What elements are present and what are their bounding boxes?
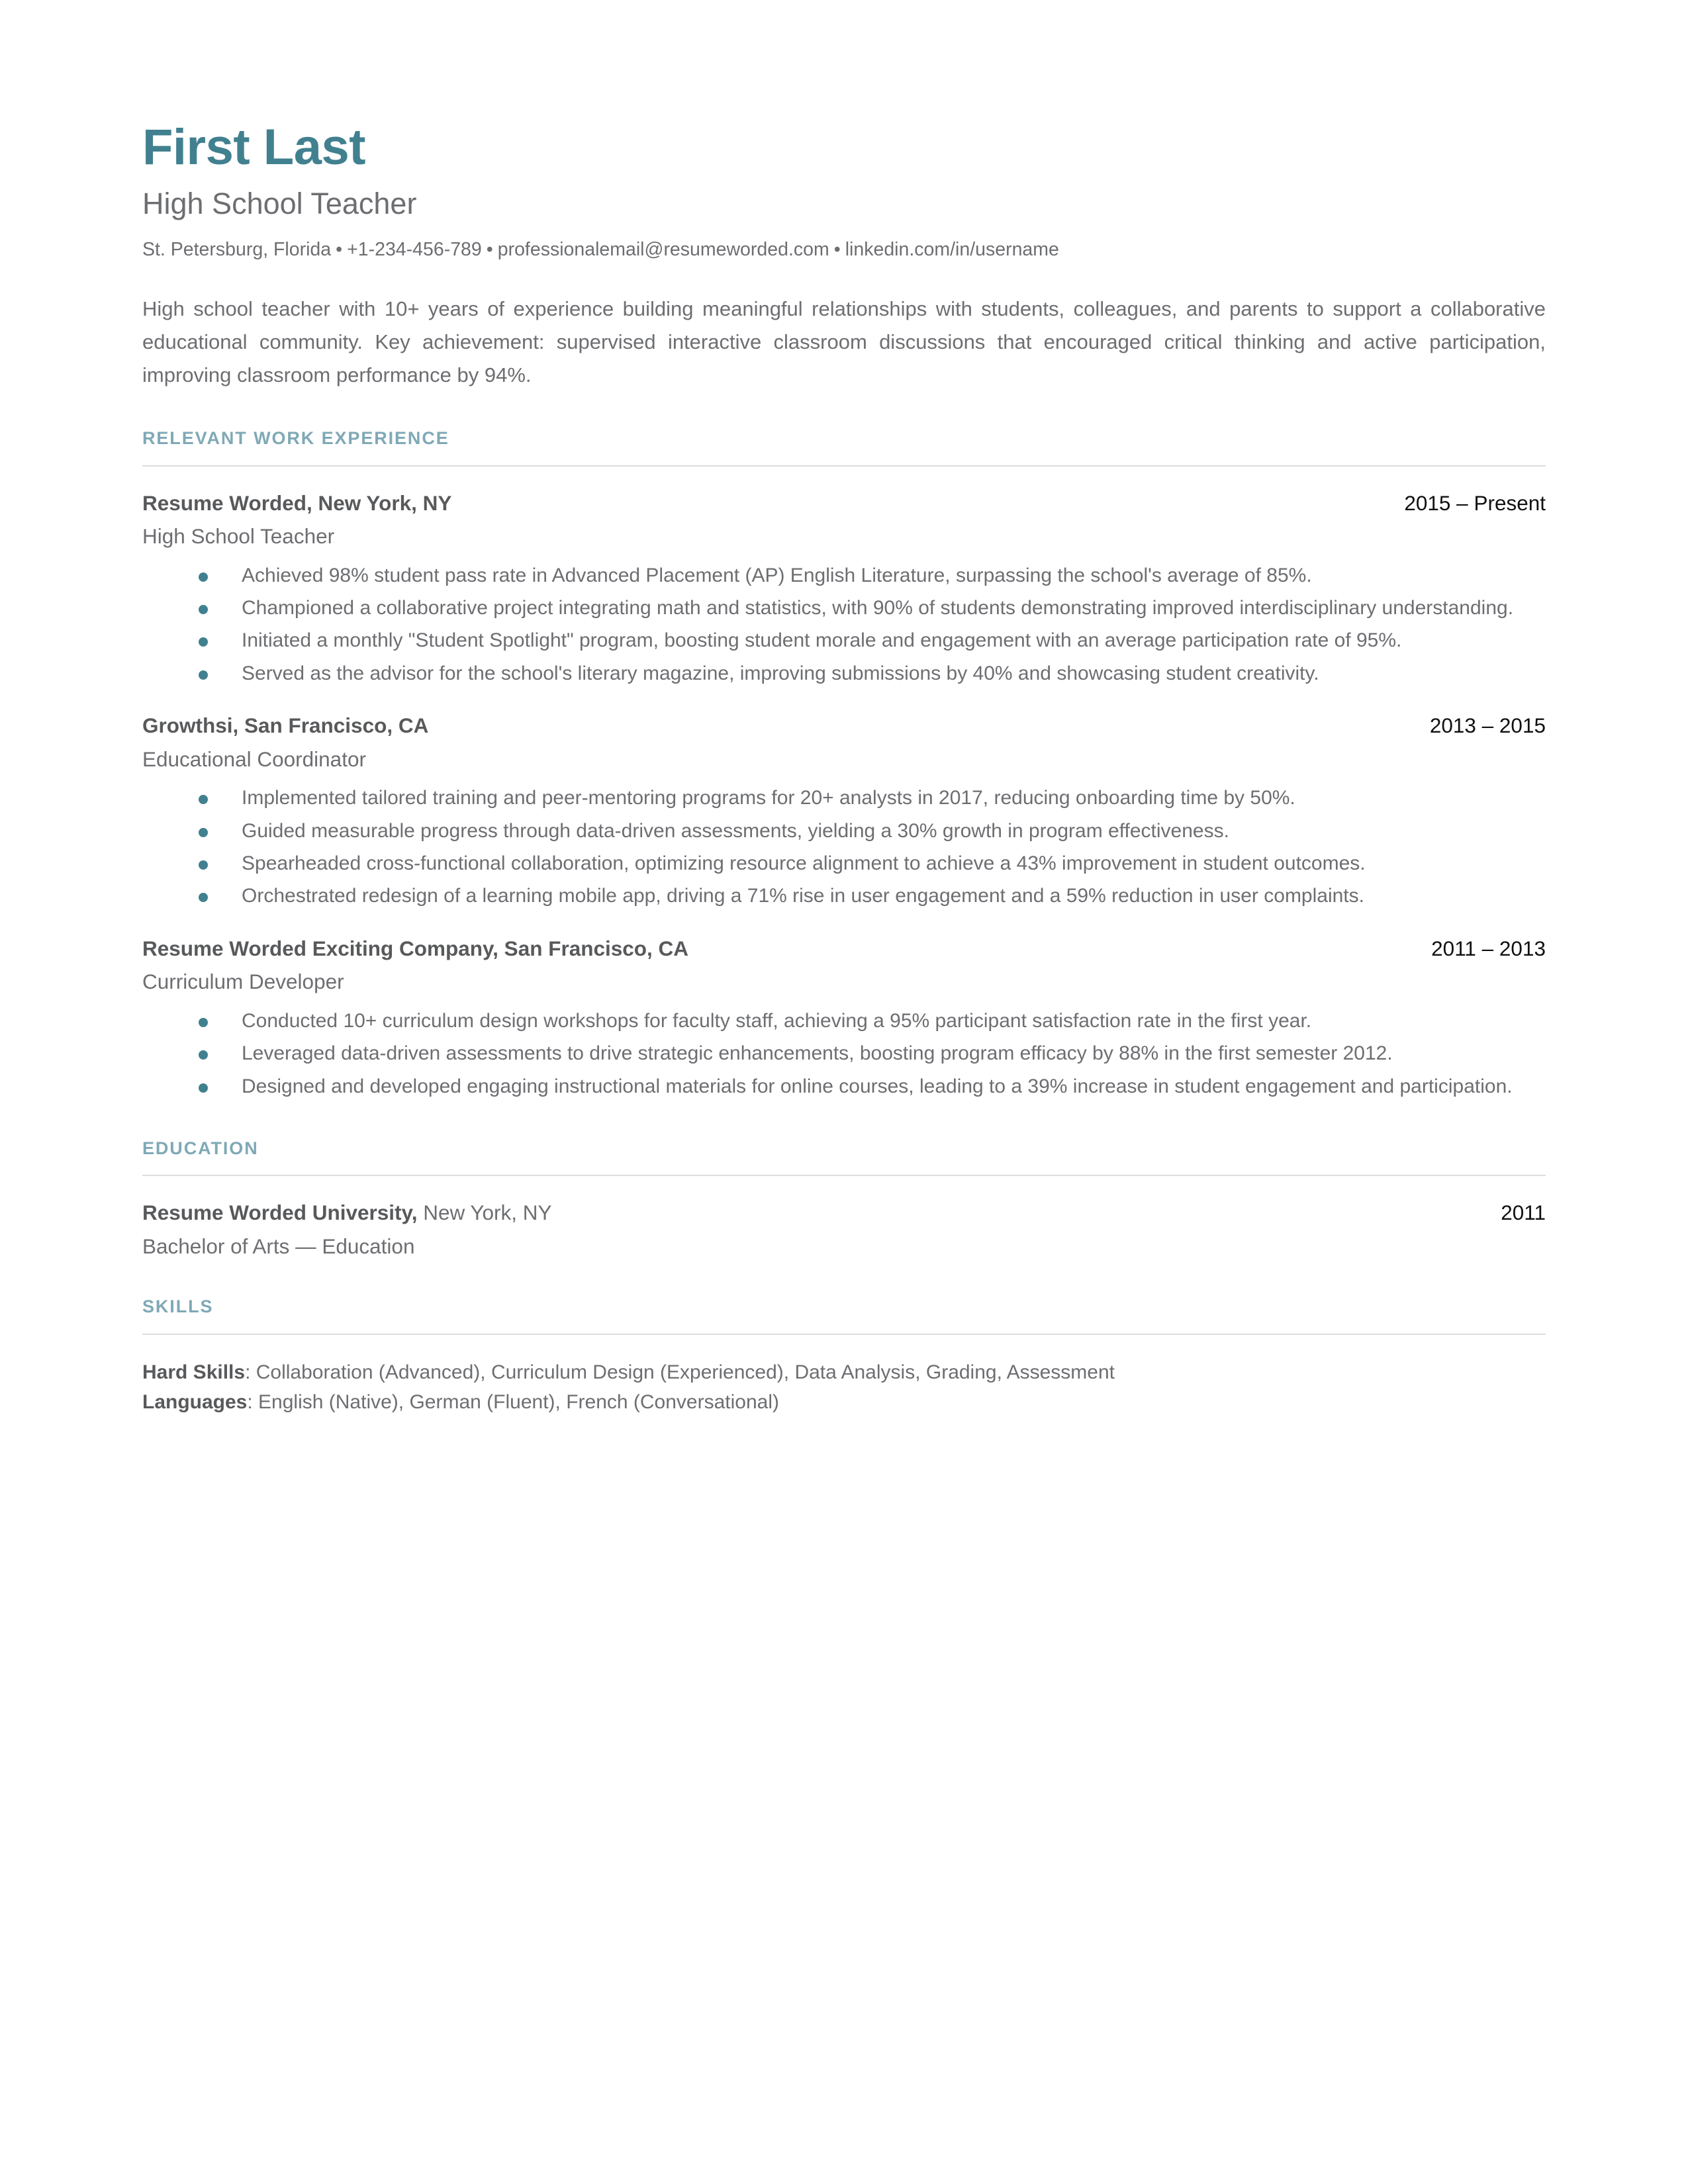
skills-value: : English (Native), German (Fluent), French (Conversational)	[247, 1391, 779, 1414]
contact-separator-1: •	[336, 238, 343, 260]
education-degree: Bachelor of Arts — Education	[142, 1234, 415, 1258]
skills-label: Languages	[142, 1391, 248, 1414]
list-item: Conducted 10+ curriculum design workshops for faculty staff, achieving a 95% participant satisfaction rate in the first year.	[142, 1005, 1546, 1036]
section-education	[142, 1138, 1546, 1260]
skills-value: : Collaboration (Advanced), Curriculum Design (Experienced), Data Analysis, Grading, Assessment	[245, 1361, 1115, 1383]
experience-organization: Resume Worded, New York, NY	[142, 490, 452, 515]
education-entry	[142, 1199, 1546, 1260]
contact-separator-2: •	[486, 238, 493, 260]
list-item: Implemented tailored training and peer-mentoring programs for 20+ analysts in 2017, reducing onboarding time by 50%.	[142, 782, 1546, 813]
section-divider	[142, 1334, 1546, 1335]
education-school	[142, 1199, 552, 1227]
skills-line-languages	[142, 1387, 1546, 1418]
resume-header	[142, 0, 1546, 262]
experience-entry-header	[142, 489, 1546, 518]
education-school-location: New York, NY	[417, 1201, 552, 1225]
list-item: Orchestrated redesign of a learning mobile app, driving a 71% rise in user engagement and a 59% reduction in user complaints.	[142, 880, 1546, 911]
experience-entry	[142, 489, 1546, 690]
experience-bullet-list	[142, 782, 1546, 912]
contact-linkedin[interactable]: linkedin.com/in/username	[845, 238, 1059, 260]
experience-organization: Resume Worded Exciting Company, San Francisco, CA	[142, 936, 689, 960]
section-experience	[142, 428, 1546, 1102]
section-title-experience: RELEVANT WORK EXPERIENCE	[142, 428, 449, 449]
experience-entry	[142, 934, 1546, 1102]
skills-body	[142, 1357, 1546, 1418]
skills-line-hard-skills	[142, 1357, 1546, 1388]
contact-line	[142, 238, 1546, 262]
contact-phone[interactable]: +1-234-456-789	[347, 238, 482, 260]
education-dates: 2011	[1501, 1201, 1546, 1225]
experience-role: High School Teacher	[142, 524, 335, 549]
experience-entry-header	[142, 711, 1546, 740]
contact-location: St. Petersburg, Florida	[142, 238, 332, 260]
education-entry-header	[142, 1199, 1546, 1227]
section-skills	[142, 1296, 1546, 1418]
skills-label: Hard Skills	[142, 1361, 246, 1383]
experience-dates: 2015 – Present	[1404, 490, 1546, 515]
section-divider	[142, 1175, 1546, 1176]
list-item: Championed a collaborative project integrating math and statistics, with 90% of students demonstrating improved interdisciplinary understanding.	[142, 592, 1546, 623]
experience-role: Curriculum Developer	[142, 970, 344, 994]
list-item: Served as the advisor for the school's literary magazine, improving submissions by 40% and showcasing student creativity.	[142, 658, 1546, 689]
experience-entry-header	[142, 934, 1546, 963]
contact-separator-3: •	[833, 238, 841, 260]
experience-role: Educational Coordinator	[142, 747, 366, 771]
experience-organization: Growthsi, San Francisco, CA	[142, 713, 429, 738]
section-title-education: EDUCATION	[142, 1138, 259, 1158]
education-school-name: Resume Worded University,	[142, 1201, 418, 1225]
experience-dates: 2011 – 2013	[1431, 936, 1546, 960]
experience-dates: 2013 – 2015	[1429, 713, 1546, 738]
header-job-title: High School Teacher	[142, 187, 417, 220]
list-item: Leveraged data-driven assessments to drive strategic enhancements, boosting program efficacy by 88% in the first semester 2012.	[142, 1038, 1546, 1069]
contact-email[interactable]: professionalemail@resumeworded.com	[497, 238, 829, 260]
professional-summary: High school teacher with 10+ years of experience building meaningful relationships with students, colleagues, and parents to support a collaborative educational community. Key achievement: supervised interactive classroom discussions that encouraged critical thinking and active participation, improving classroom performance by 94%.	[142, 296, 1546, 387]
section-divider	[142, 465, 1546, 467]
list-item: Designed and developed engaging instructional materials for online courses, leading to a 39% increase in student engagement and participation.	[142, 1071, 1546, 1102]
list-item: Guided measurable progress through data-driven assessments, yielding a 30% growth in program effectiveness.	[142, 815, 1546, 846]
page-title: First Last	[142, 119, 366, 175]
experience-bullet-list	[142, 560, 1546, 690]
experience-bullet-list	[142, 1005, 1546, 1102]
experience-entry	[142, 711, 1546, 912]
list-item: Spearheaded cross-functional collaboration, optimizing resource alignment to achieve a 43% improvement in student outcomes.	[142, 848, 1546, 879]
list-item: Initiated a monthly "Student Spotlight" program, boosting student morale and engagement with an average participation rate of 95%.	[142, 625, 1546, 656]
section-title-skills: SKILLS	[142, 1297, 214, 1317]
list-item: Achieved 98% student pass rate in Advanced Placement (AP) English Literature, surpassing the school's average of 85%.	[142, 560, 1546, 591]
